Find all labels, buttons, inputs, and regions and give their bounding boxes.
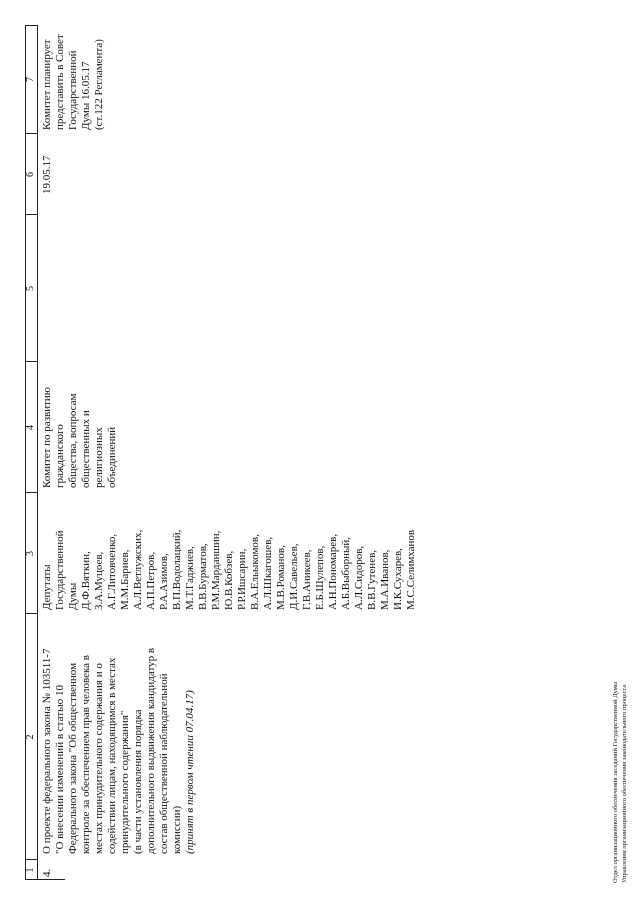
author-line: Думы xyxy=(67,582,79,610)
header-bottom-line xyxy=(37,25,38,880)
author-line: Р.Р.Ишсарин, xyxy=(236,548,248,610)
committee-line: общества, вопросам xyxy=(67,393,79,488)
author-line: А.Б.Выборный, xyxy=(340,537,352,610)
author-line: А.Л.Ветлужских, xyxy=(132,529,144,610)
col-header-5: 5 xyxy=(25,286,36,291)
bills-table xyxy=(25,25,625,880)
author-line: А.П.Петров, xyxy=(145,551,157,610)
author-line: И.К.Сухарев, xyxy=(392,548,404,610)
author-line: Ю.В.Кобзев, xyxy=(223,550,235,610)
author-line: М.М.Бариев, xyxy=(119,549,131,610)
author-line: З.А.Муцоев, xyxy=(93,551,105,610)
authors xyxy=(41,494,418,610)
bill-line: контроле за обеспечением прав человека в xyxy=(80,655,92,854)
author-line: М.Т.Гаджиев, xyxy=(184,546,196,610)
plan-line: Комитет планирует xyxy=(41,39,53,130)
author-line: В.П.Водолацкий, xyxy=(171,529,183,610)
committee-line: объединений xyxy=(106,426,118,488)
author-line: Депутаты xyxy=(41,564,53,610)
author-line: А.Н.Пономарев, xyxy=(327,533,339,610)
committee-line: общественных и xyxy=(80,410,92,488)
committee-line: гражданского xyxy=(54,424,66,488)
bill-subject-line: состав общественной наблюдательной xyxy=(158,673,170,854)
bill-subject-line: дополнительного выдвижения кандидатур в xyxy=(145,647,157,854)
col-header-3: 3 xyxy=(25,551,36,556)
author-line: Е.Б.Шулепов, xyxy=(314,545,326,610)
plan-line: (ст.122 Регламента) xyxy=(93,39,105,130)
committee-line: религиозных xyxy=(93,427,105,488)
bill-reading-note: (принят в первом чтении 07.04.17) xyxy=(184,690,196,854)
plan-line: Думы 16.05.17 xyxy=(80,61,92,130)
bill-subject-line: (в части установления порядка xyxy=(132,709,144,854)
bill-line: содействии лицам, находящимся в местах xyxy=(106,657,118,854)
footnote-line-1: Отдел организационного обеспечения заседаний Государственной Думы xyxy=(612,681,619,883)
author-line: Д.Ф.Вяткин, xyxy=(80,551,92,610)
author-line: В.В.Гутенев, xyxy=(366,549,378,610)
plan-line: Государственной xyxy=(67,50,79,130)
author-line: Г.В.Аникеев, xyxy=(301,549,313,610)
author-line: Д.И.Савельев, xyxy=(288,543,300,610)
author-line: Р.М.Марданшин, xyxy=(210,530,222,610)
col-header-1: 1 xyxy=(25,867,36,873)
author-line: А.Л.Шкагошев, xyxy=(262,536,274,610)
footnote-line-2: Управления организационного обеспечения законодательного процесса xyxy=(621,684,628,883)
author-line: М.А.Иванов, xyxy=(379,549,391,610)
bill-line: О проекте федерального закона № 103511-7 xyxy=(41,648,53,854)
author-line: Р.А.Азимов, xyxy=(158,553,170,610)
plan xyxy=(41,26,106,130)
author-line: А.Г.Литовченко, xyxy=(106,533,118,610)
bill-title xyxy=(41,616,197,854)
bill-subject-line: комиссии) xyxy=(171,805,183,854)
col-header-4: 4 xyxy=(25,425,36,430)
date: 19.05.17 xyxy=(41,155,53,194)
committee xyxy=(41,364,119,488)
author-line: В.В.Бурматов, xyxy=(197,543,209,610)
author-line: М.В.Романов, xyxy=(275,545,287,610)
col-header-2: 2 xyxy=(25,734,36,740)
col-header-6: 6 xyxy=(25,172,36,177)
col-header-7: 7 xyxy=(25,77,36,82)
author-line: В.А.Ельыкомов, xyxy=(249,534,261,610)
author-line: М.С.Селимханов xyxy=(405,529,417,610)
plan-line: представить в Совет xyxy=(54,34,66,130)
committee-line: Комитет по развитию xyxy=(41,386,53,488)
bill-line: принудительного содержания" xyxy=(119,710,131,854)
author-line: Государственной xyxy=(54,530,66,610)
bill-line: Федерального закона "Об общественном xyxy=(67,662,79,854)
bill-line: "О внесении изменений в статью 10 xyxy=(54,685,66,854)
row-number: 4. xyxy=(41,868,53,877)
author-line: А.Л.Сидоров, xyxy=(353,545,365,610)
bill-line: местах принудительного содержания и о xyxy=(93,663,105,854)
